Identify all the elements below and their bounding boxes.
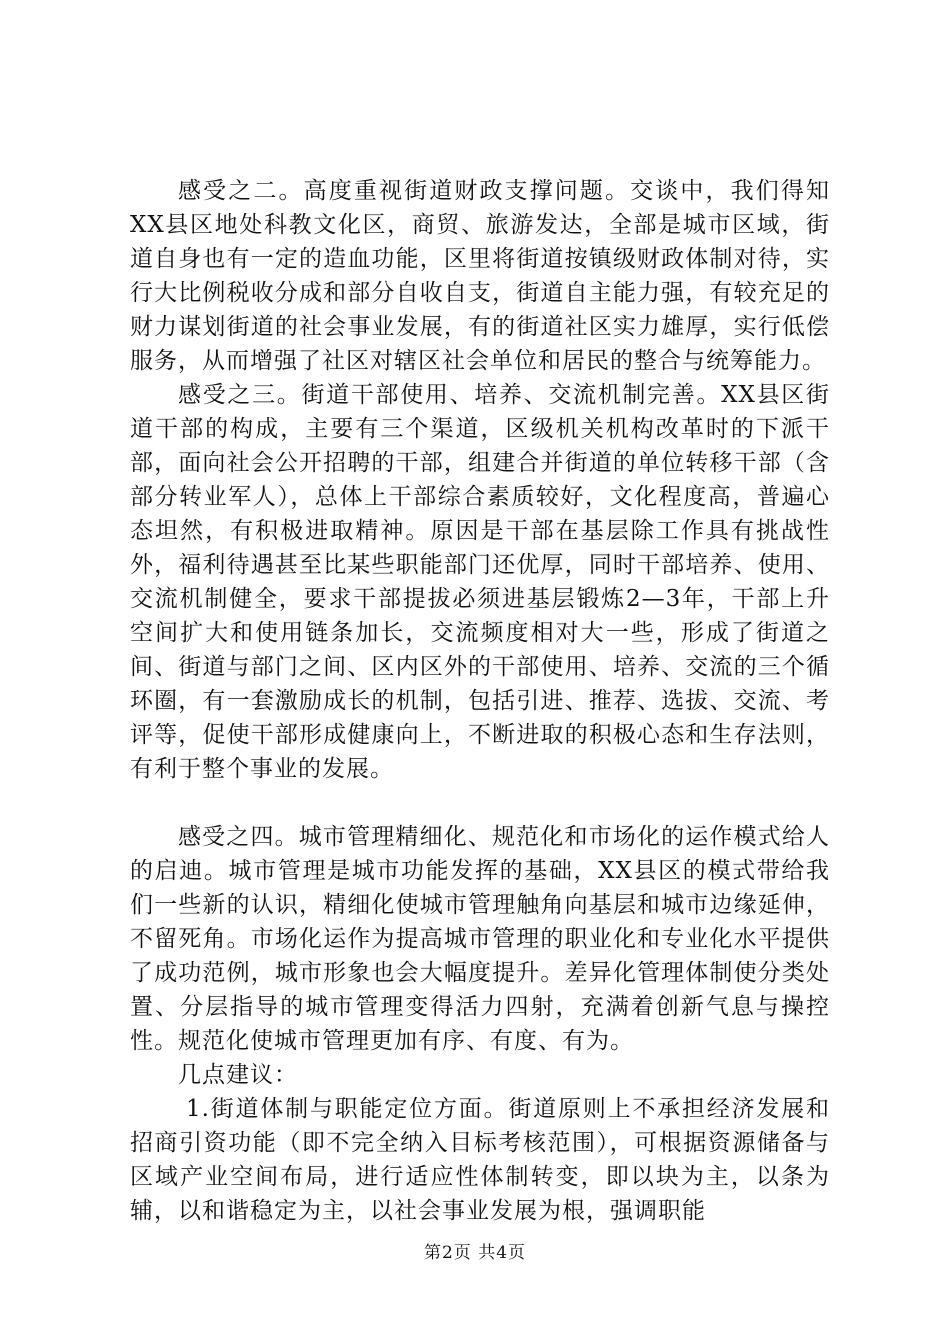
paragraph-feeling-four: 感受之四。城市管理精细化、规范化和市场化的运作模式给人的启迪。城市管理是城市功能发挥的基础，XX县区的模式带给我们一些新的认识，精细化使城市管理触角向基层和城市边缘延伸，不留死角。市场化运作为提高城市管理的职业化和专业化水平提供了成功范例，城市形象也会大幅度提升。差异化管理体制使分类处置、分层指导的城市管理变得活力四射，充满着创新气息与操控性。规范化使城市管理更加有序、有度、有为。 bbox=[130, 824, 830, 1054]
suggestion-item-1: 1.街道体制与职能定位方面。街道原则上不承担经济发展和招商引资功能（即不完全纳入目标考核范围），可根据资源储备与区域产业空间布局，进行适应性体制转变，即以块为主，以条为辅，以和谐稳定为主，以社会事业发展为根，强调职能 bbox=[130, 1096, 830, 1224]
suggestions-heading: 几点建议： bbox=[178, 1062, 298, 1088]
page-number-footer: 第2页 共4页 bbox=[423, 1243, 527, 1263]
paragraph-feeling-three: 感受之三。街道干部使用、培养、交流机制完善。XX县区街道干部的构成，主要有三个渠道，区级机关机构改革时的下派干部，面向社会公开招聘的干部，组建合并街道的单位转移干部（含部分转业军人），总体上干部综合素质较好，文化程度高，普遍心态坦然，有积极进取精神。原因是干部在基层除工作具有挑战性外，福利待遇甚至比某些职能部门还优厚，同时干部培养、使用、交流机制健全，要求干部提拔必须进基层锻炼2—3年，干部上升空间扩大和使用链条加长，交流频度相对大一些，形成了街道之间、街道与部门之间、区内区外的干部使用、培养、交流的三个循环圈，有一套激励成长的机制，包括引进、推荐、选拔、交流、考评等，促使干部形成健康向上，不断进取的积极心态和生存法则，有利于整个事业的发展。 bbox=[130, 382, 830, 782]
document-body bbox=[130, 174, 830, 1228]
paragraph-feeling-two: 感受之二。高度重视街道财政支撑问题。交谈中，我们得知XX县区地处科教文化区，商贸、旅游发达，全部是城市区域，街道自身也有一定的造血功能，区里将街道按镇级财政体制对待，实行大比例税收分成和部分自收自支，街道自主能力强，有较充足的财力谋划街道的社会事业发展，有的街道社区实力雄厚，实行低偿服务，从而增强了社区对辖区社会单位和居民的整合与统筹能力。 bbox=[130, 178, 830, 374]
